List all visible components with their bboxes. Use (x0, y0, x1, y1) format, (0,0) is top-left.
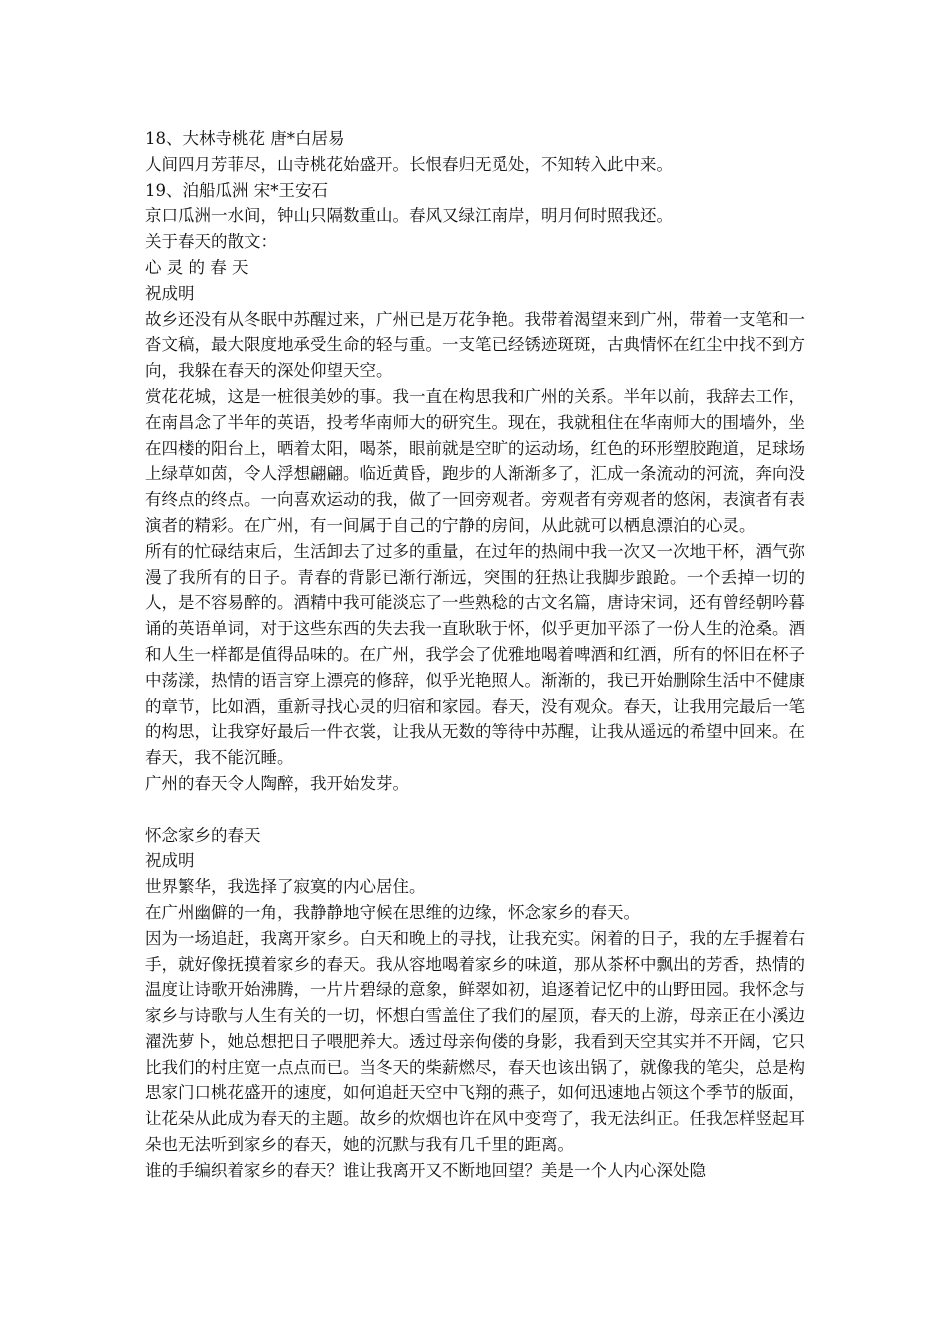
essay-title-2: 怀念家乡的春天 (145, 825, 261, 845)
essay-1-paragraph: 广州的春天令人陶醉，我开始发芽。 (145, 773, 409, 793)
poem-title-19: 19、泊船瓜洲 宋*王安石 (145, 180, 328, 200)
poem-body-18: 人间四月芳菲尽，山寺桃花始盛开。长恨春归无觅处，不知转入此中来。 (145, 154, 673, 174)
poem-body-19: 京口瓜洲一水间，钟山只隔数重山。春风又绿江南岸，明月何时照我还。 (145, 206, 673, 226)
essay-2-paragraph: 因为一场追赶，我离开家乡。白天和晚上的寻找，让我充实。闲着的日子，我的左手握着右手，就好像抚摸着家乡的春天。我从容地喝着家乡的味道，那从茶杯中飘出的芳香，热情的温度让诗歌开始沸腾，一片片碧绿的意象，鲜翠如初，追逐着记忆中的山野田园。我怀念与家乡与诗歌与人生有关的一切，怀想白雪盖住了我们的屋顶，春天的上游，母亲正在小溪边濯洗萝卜，她总想把日子喂肥养大。透过母亲佝偻的身影，我看到天空其实并不开阔，它只比我们的村庄宽一点点而已。当冬天的柴薪燃尽，春天也该出锅了，就像我的笔尖，总是构思家门口桃花盛开的速度，如何追赶天空中飞翔的燕子，如何迅速地占领这个季节的版面，让花朵从此成为春天的主题。故乡的炊烟也许在风中变弯了，我无法纠正。任我怎样竖起耳朵也无法听到家乡的春天，她的沉默与我有几千里的距离。 (145, 928, 805, 1155)
essay-title-1: 心 灵 的 春 天 (145, 257, 249, 277)
document-page (145, 126, 805, 1184)
essay-2-paragraph: 世界繁华，我选择了寂寞的内心居住。 (145, 877, 426, 897)
essay-author-1: 祝成明 (145, 283, 195, 303)
poem-title-18: 18、大林寺桃花 唐*白居易 (145, 129, 345, 148)
essay-1-paragraph: 故乡还没有从冬眠中苏醒过来，广州已是万花争艳。我带着渴望来到广州，带着一支笔和一沓文稿，最大限度地承受生命的轻与重。一支笔已经锈迹斑斑，古典情怀在红尘中找不到方向，我躲在春天的深处仰望天空。 (145, 309, 805, 381)
section-heading: 关于春天的散文： (145, 232, 277, 252)
essay-1-paragraph: 所有的忙碌结束后，生活卸去了过多的重量，在过年的热闹中我一次又一次地干杯，酒气弥漫了我所有的日子。青春的背影已渐行渐远，突围的狂热让我脚步踉跄。一个丢掉一切的人，是不容易醉的。酒精中我可能淡忘了一些熟稔的古文名篇，唐诗宋词，还有曾经朝吟暮诵的英语单词，对于这些东西的失去我一直耿耿于怀，似乎更加平添了一份人生的沧桑。酒和人生一样都是值得品味的。在广州，我学会了优雅地喝着啤酒和红酒，所有的怀旧在杯子中荡漾，热情的语言穿上漂亮的修辞，似乎光艳照人。渐渐的，我已开始删除生活中不健康的章节，比如酒，重新寻找心灵的归宿和家园。春天，没有观众。春天，让我用完最后一笔的构思，让我穿好最后一件衣裳，让我从无数的等待中苏醒，让我从遥远的希望中回来。在春天，我不能沉睡。 (145, 541, 805, 768)
blank-line (145, 797, 805, 823)
essay-author-2: 祝成明 (145, 851, 195, 871)
essay-2-paragraph: 在广州幽僻的一角，我静静地守候在思维的边缘，怀念家乡的春天。 (145, 902, 640, 922)
essay-1-paragraph: 赏花花城，这是一桩很美妙的事。我一直在构思我和广州的关系。半年以前，我辞去工作，在南昌念了半年的英语，投考华南师大的研究生。现在，我就租住在华南师大的围墙外，坐在四楼的阳台上，晒着太阳，喝茶，眼前就是空旷的运动场，红色的环形塑胶跑道，足球场上绿草如茵，令人浮想翩翩。临近黄昏，跑步的人渐渐多了，汇成一条流动的河流，奔向没有终点的终点。一向喜欢运动的我，做了一回旁观者。旁观者有旁观者的悠闲，表演者有表演者的精彩。在广州，有一间属于自己的宁静的房间，从此就可以栖息漂泊的心灵。 (145, 386, 805, 535)
essay-2-paragraph: 谁的手编织着家乡的春天？谁让我离开又不断地回望？美是一个人内心深处隐 (145, 1160, 706, 1180)
